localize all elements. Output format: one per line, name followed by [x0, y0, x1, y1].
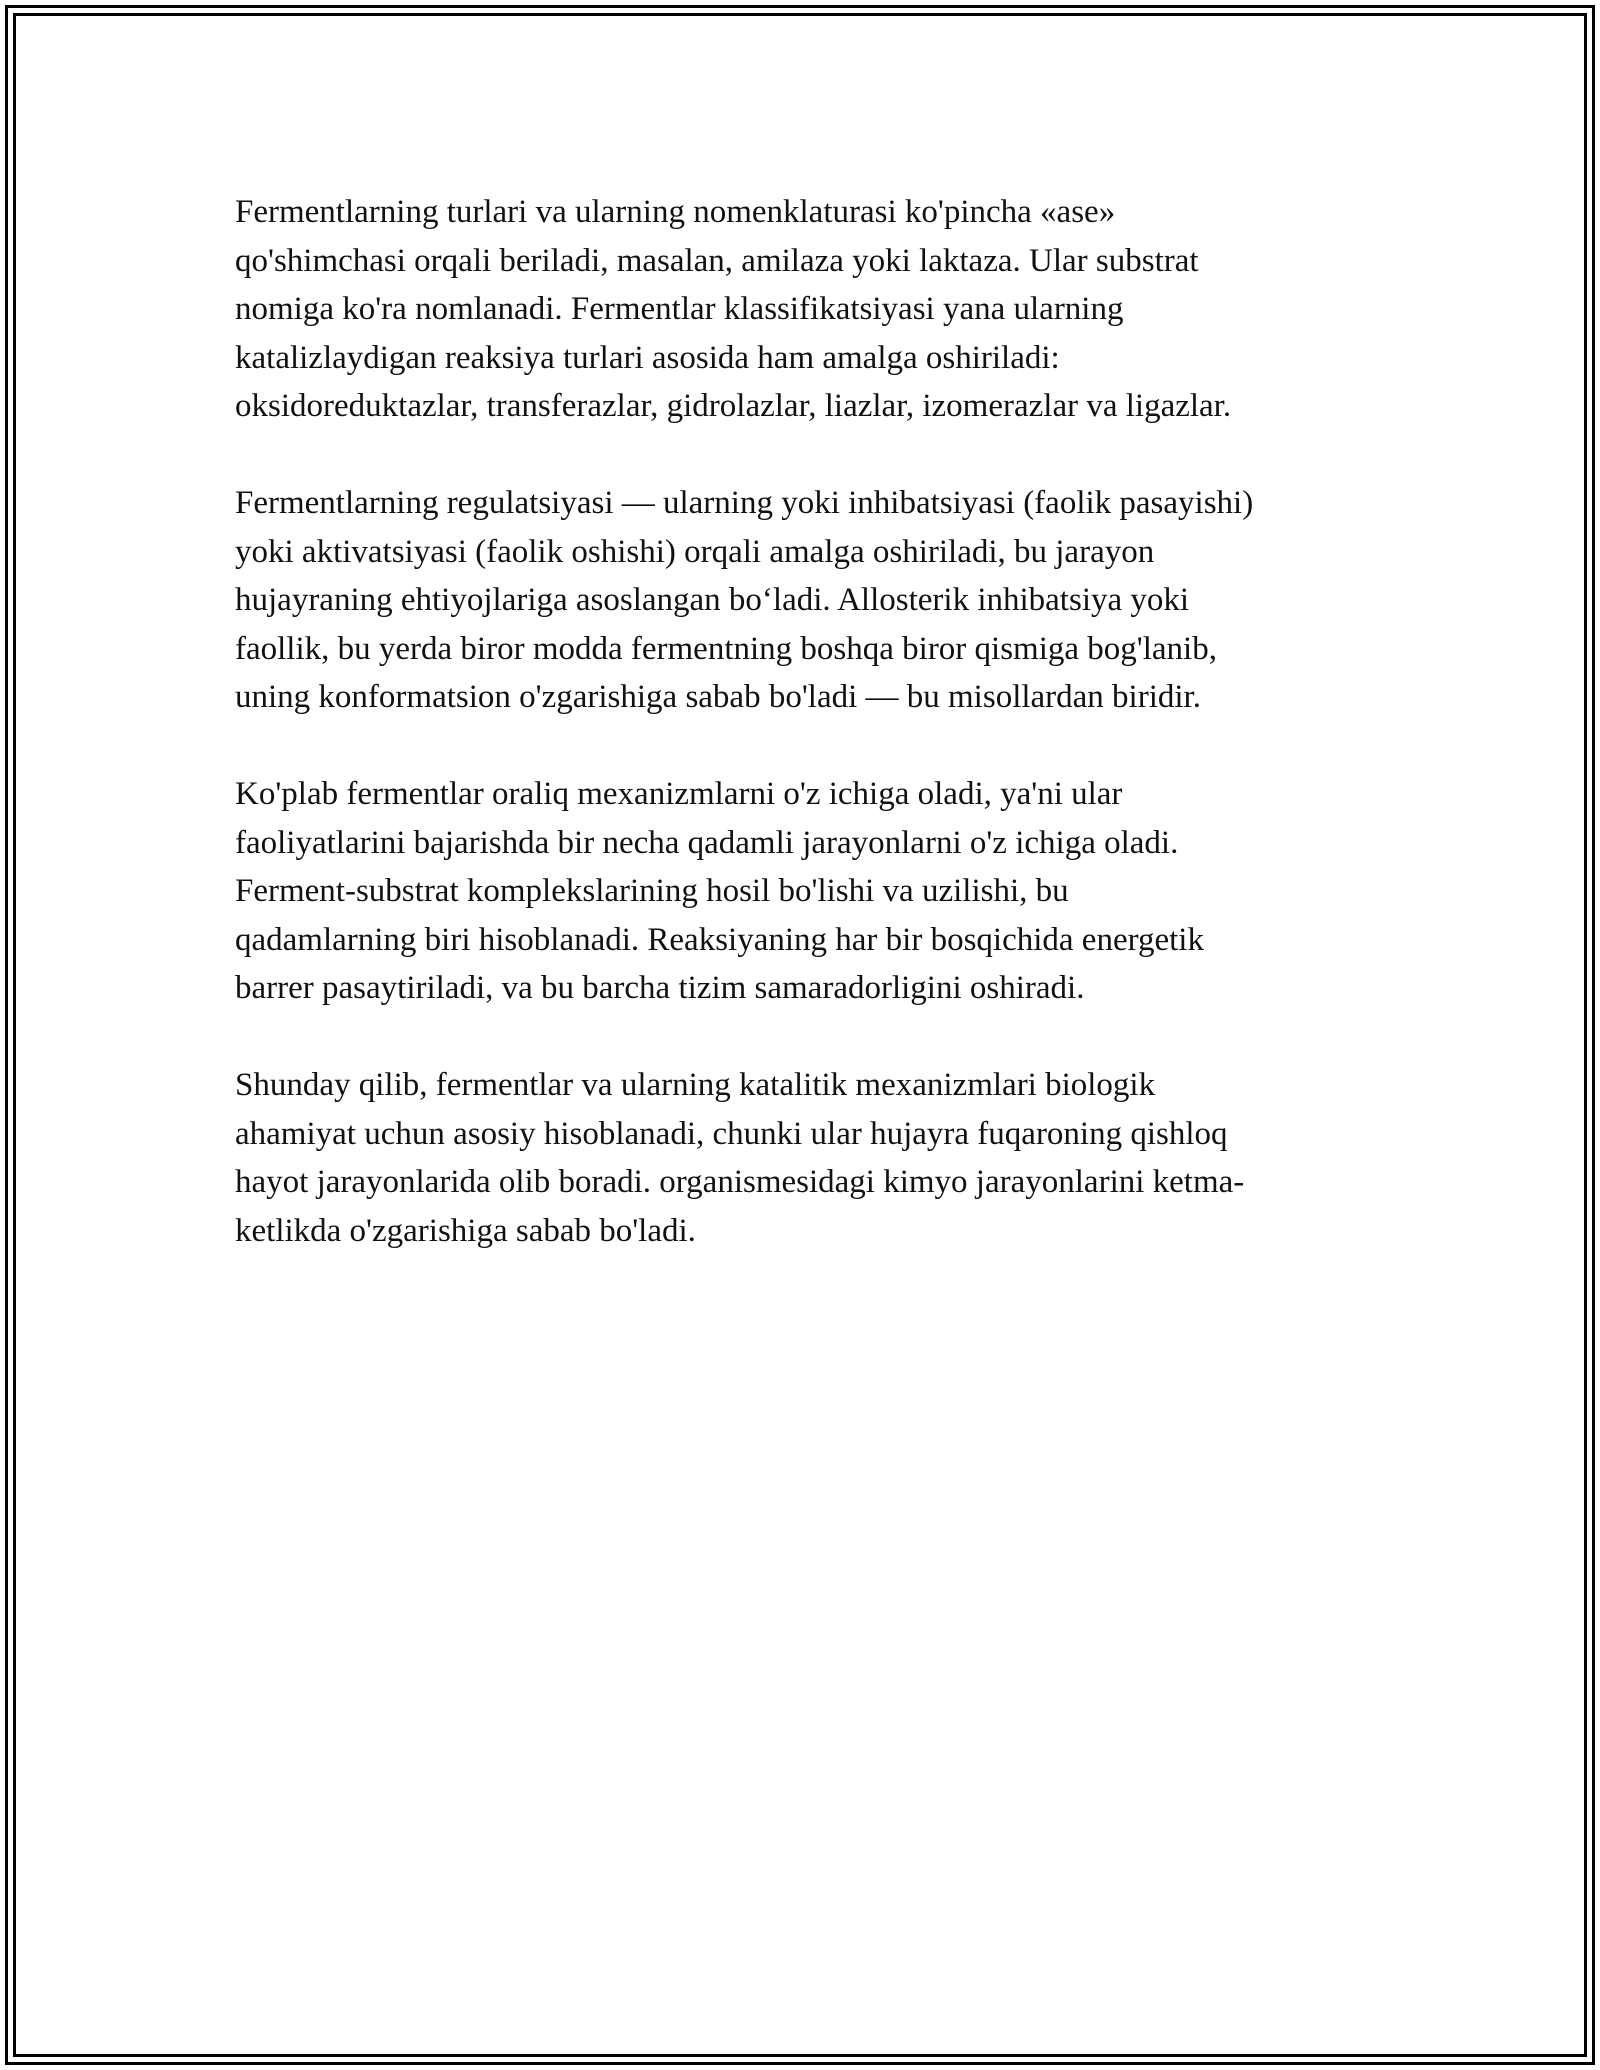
- text-line: oksidoreduktazlar, transferazlar, gidrolazlar, liazlar, izomerazlar va ligazlar.: [235, 388, 1232, 424]
- text-line: Ko'plab fermentlar oraliq mexanizmlarni o'z ichiga oladi, ya'ni ular: [235, 776, 1123, 812]
- text-line: hujayraning ehtiyojlariga asoslangan bo‘ladi. Allosterik inhibatsiya yoki: [235, 582, 1190, 618]
- text-line: faoliyatlarini bajarishda bir necha qadamli jarayonlarni o'z ichiga oladi.: [235, 824, 1179, 861]
- text-line: Ferment-substrat komplekslarining hosil bo'lishi va uzilishi, bu: [235, 873, 1069, 909]
- text-line: qo'shimchasi orqali beriladi, masalan, amilaza yoki laktaza. Ular substrat: [235, 242, 1199, 279]
- text-line: qadamlarning biri hisoblanadi. Reaksiyaning har bir bosqichida energetik: [235, 921, 1204, 958]
- paragraph-4: [235, 1061, 1385, 1255]
- text-line: katalizlaydigan reaksiya turlari asosida ham amalga oshiriladi:: [235, 339, 1060, 376]
- text-line: ketlikda o'zgarishiga sabab bo'ladi.: [235, 1212, 696, 1249]
- paragraph-3: [235, 770, 1385, 1013]
- text-line: faollik, bu yerda biror modda fermentning boshqa biror qismiga bog'lanib,: [235, 630, 1217, 667]
- text-line: Fermentlarning regulatsiyasi — ularning yoki inhibatsiyasi (faolik pasayishi): [235, 485, 1254, 521]
- text-line: yoki aktivatsiyasi (faolik oshishi) orqali amalga oshiriladi, bu jarayon: [235, 533, 1155, 570]
- text-line: hayot jarayonlarida olib boradi. organismesidagi kimyo jarayonlarini ketma-: [235, 1164, 1245, 1200]
- text-line: nomiga ko'ra nomlanadi. Fermentlar klassifikatsiyasi yana ularning: [235, 291, 1124, 327]
- text-line: uning konformatsion o'zgarishiga sabab bo'ladi — bu misollardan biridir.: [235, 679, 1201, 715]
- text-line: ahamiyat uchun asosiy hisoblanadi, chunki ular hujayra fuqaroning qishloq: [235, 1115, 1228, 1152]
- text-line: Shunday qilib, fermentlar va ularning katalitik mexanizmlari biologik: [235, 1067, 1156, 1103]
- document-body: [235, 188, 1385, 1304]
- paragraph-1: [235, 188, 1385, 431]
- text-line: barrer pasaytiriladi, va bu barcha tizim samaradorligini oshiradi.: [235, 970, 1085, 1006]
- text-line: Fermentlarning turlari va ularning nomenklaturasi ko'pincha «ase»: [235, 194, 1116, 230]
- paragraph-2: [235, 479, 1385, 722]
